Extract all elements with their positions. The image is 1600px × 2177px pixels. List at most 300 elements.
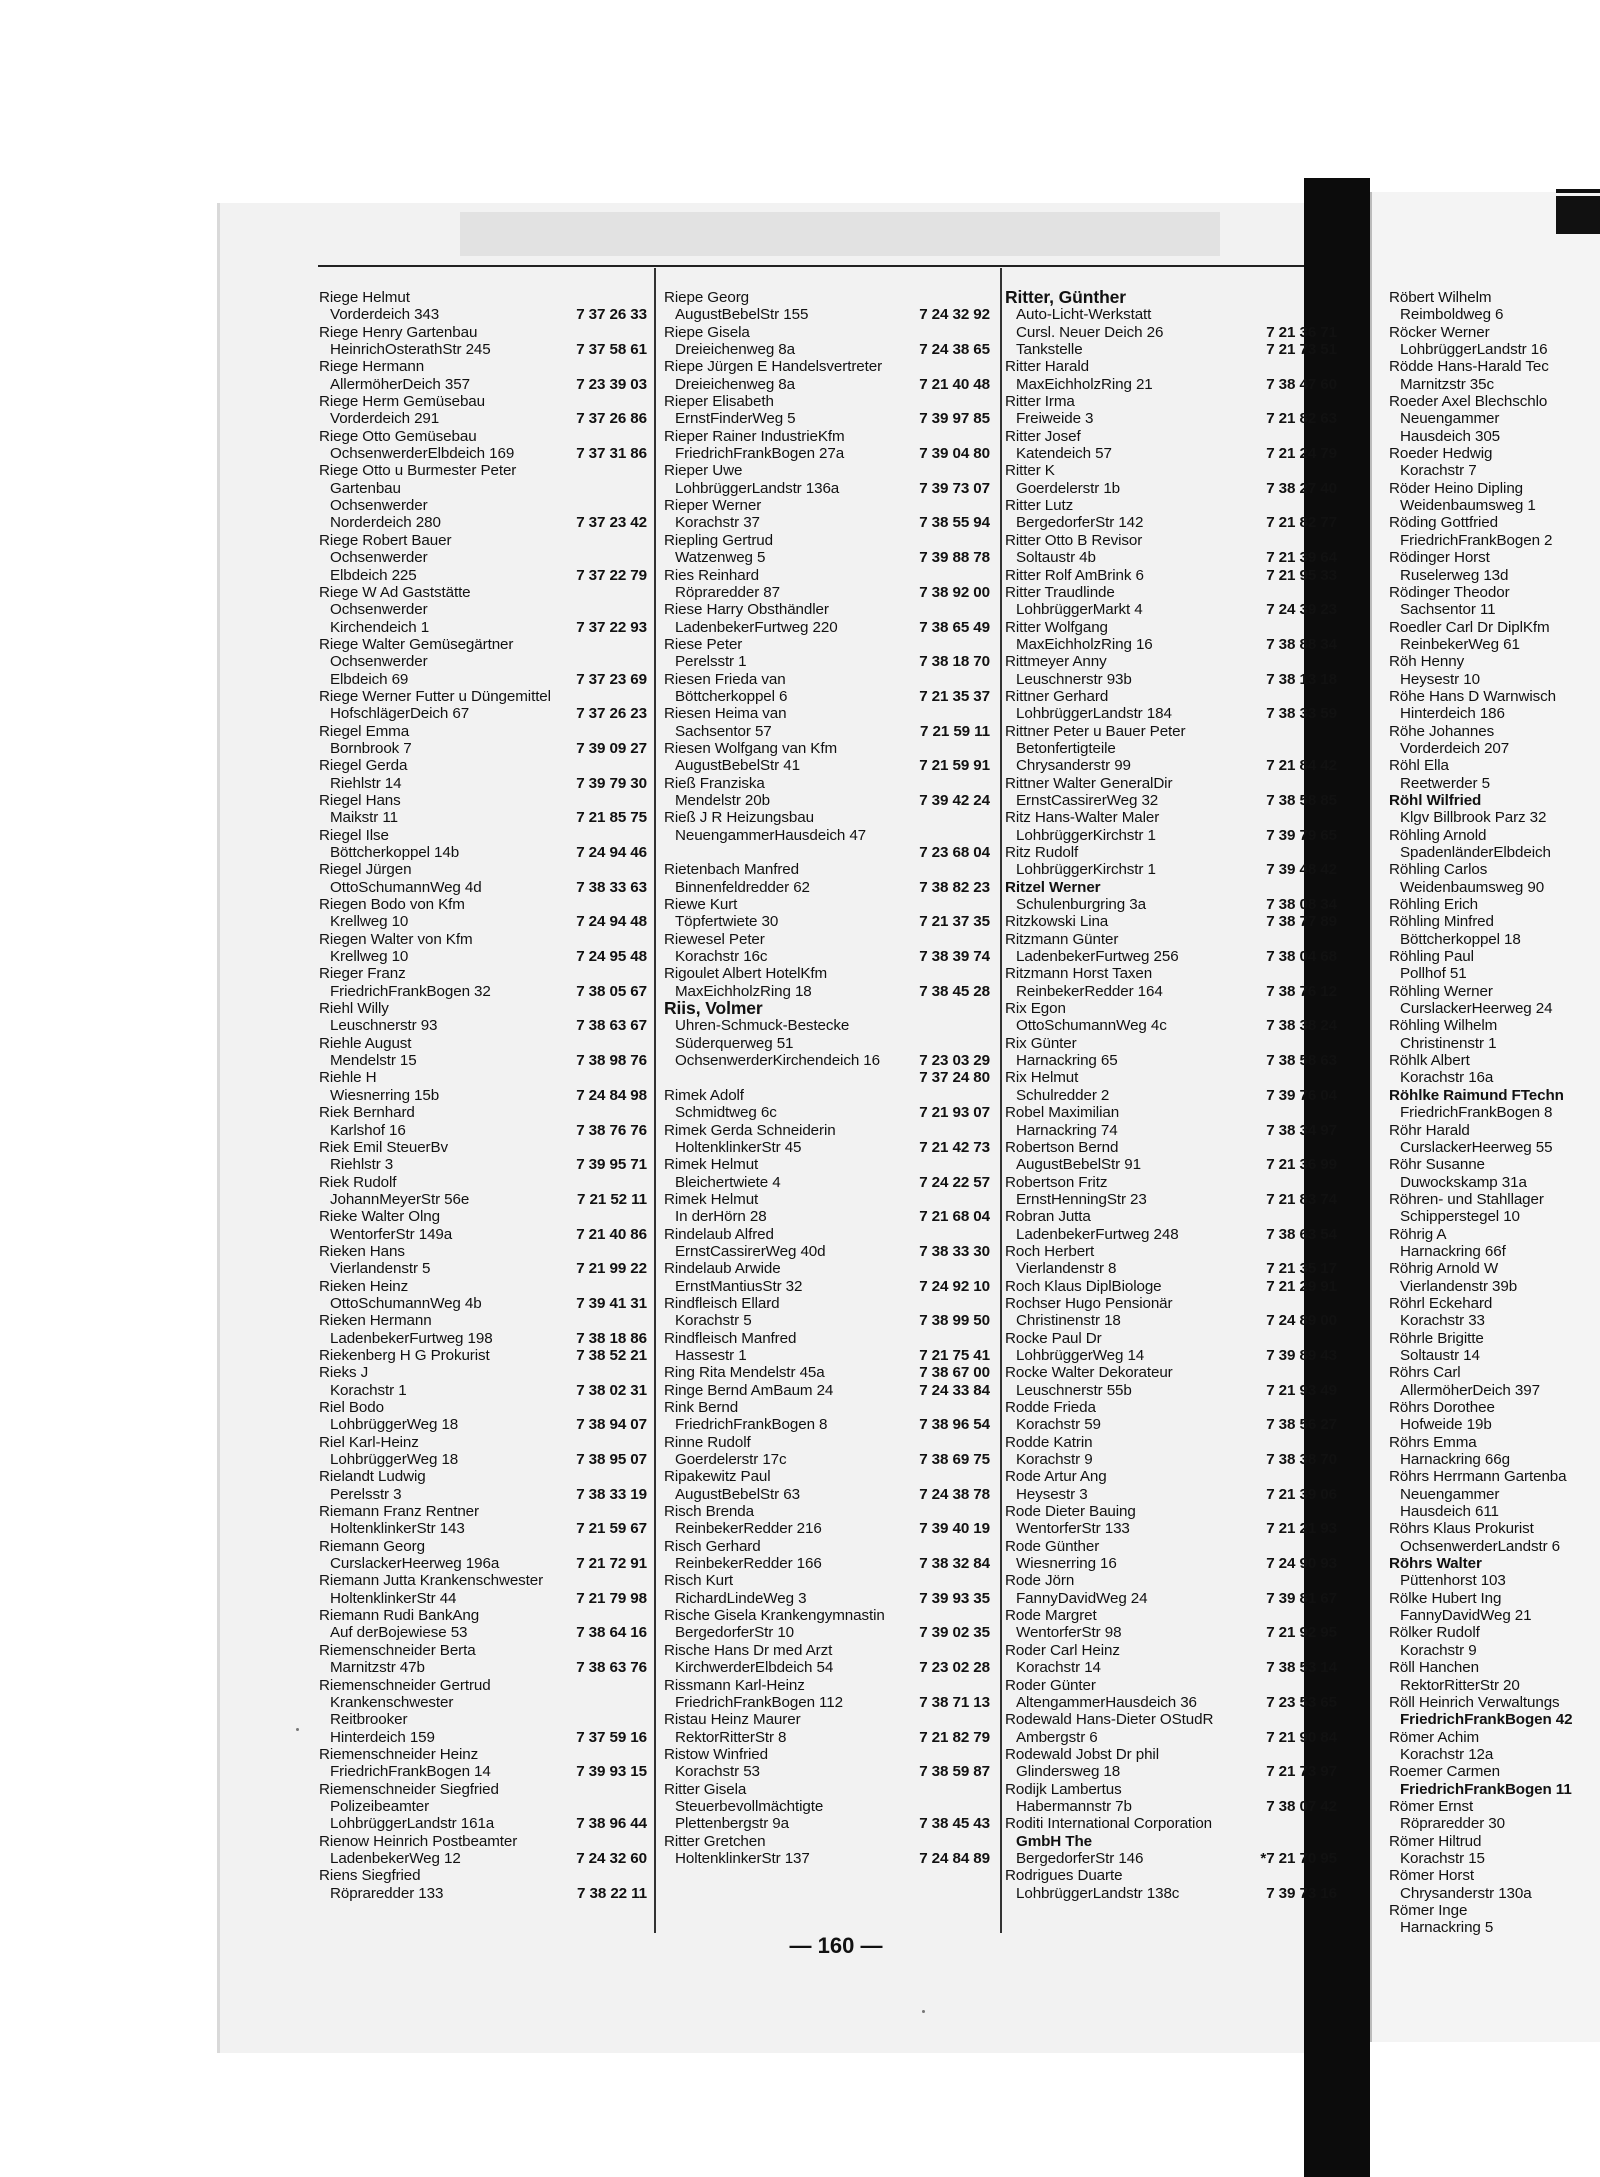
phone-number: 7 21 82 63 bbox=[1266, 410, 1337, 428]
speck bbox=[296, 1728, 299, 1731]
listing-entry bbox=[664, 1087, 990, 1122]
listing-detail: Sachsentor 11 bbox=[1400, 601, 1496, 619]
listing-name: Rigoulet Albert HotelKfm bbox=[664, 965, 828, 983]
listing-name: Riek Emil SteuerBv bbox=[319, 1138, 449, 1156]
listing-name: Röhling Erich bbox=[1389, 896, 1479, 914]
listing-name: Röhr Harald bbox=[1389, 1121, 1470, 1139]
right-page-header-bar bbox=[1556, 189, 1600, 193]
listing-name: Röhrl Eckehard bbox=[1389, 1294, 1493, 1312]
phone-number: 7 37 23 69 bbox=[576, 670, 647, 688]
listing-entry bbox=[664, 1781, 990, 1833]
listing-detail: HeinrichOsterathStr 245 bbox=[330, 341, 491, 359]
listing-detail: Krankenschwester bbox=[330, 1693, 454, 1711]
phone-number: 7 24 32 92 bbox=[919, 306, 990, 324]
listing-detail: Auf derBojewiese 53 bbox=[330, 1624, 468, 1642]
listing-entry bbox=[1005, 1364, 1337, 1399]
phone-number: 7 21 68 04 bbox=[919, 1208, 990, 1226]
phone-number: 7 38 05 67 bbox=[576, 982, 647, 1000]
phone-number: 7 38 33 59 bbox=[1266, 705, 1337, 723]
listing-name: Ritter Gretchen bbox=[664, 1832, 766, 1850]
phone-number: 7 37 26 33 bbox=[576, 306, 647, 324]
listing-detail: HoltenklinkerStr 143 bbox=[330, 1520, 465, 1538]
listing-entry bbox=[1005, 1538, 1337, 1573]
listing-name: Riekenberg H G Prokurist bbox=[319, 1346, 490, 1364]
listing-detail: Cursl. Neuer Deich 26 bbox=[1016, 323, 1164, 341]
listing-entry bbox=[1005, 462, 1337, 497]
listing-name: Röhrig A bbox=[1389, 1225, 1447, 1243]
phone-number: 7 21 40 48 bbox=[919, 375, 990, 393]
listing-entry bbox=[319, 1278, 647, 1313]
listing-detail: Schipperstegel 10 bbox=[1400, 1208, 1520, 1226]
listing-detail: Wiesnerring 15b bbox=[330, 1086, 440, 1104]
listing-detail: OchsenwerderLandstr 6 bbox=[1400, 1537, 1560, 1555]
listing-name: Ritzmann Günter bbox=[1005, 930, 1119, 948]
listing-detail: Hinterdeich 186 bbox=[1400, 705, 1505, 723]
listing-detail: LadenbekerFurtweg 256 bbox=[1016, 948, 1179, 966]
listing-name: Rocke Walter Dekorateur bbox=[1005, 1364, 1173, 1382]
listing-name: Rodijk Lambertus bbox=[1005, 1780, 1122, 1798]
listing-name: Rindfleisch Manfred bbox=[664, 1329, 797, 1347]
phone-number: 7 38 47 60 bbox=[1266, 375, 1337, 393]
listing-name: Rieper Werner bbox=[664, 497, 762, 515]
listing-name: Riemann Franz Rentner bbox=[319, 1503, 479, 1521]
listing-name: Roedler Carl Dr DiplKfm bbox=[1389, 618, 1550, 636]
listing-detail: OchsenwerderKirchendeich 16 bbox=[675, 1052, 880, 1070]
listing-detail: Korachstr 53 bbox=[675, 1763, 760, 1781]
listing-detail: GmbH The bbox=[1016, 1832, 1092, 1850]
listing-detail: Schmidtweg 6c bbox=[675, 1104, 777, 1122]
phone-number: 7 38 77 89 bbox=[1266, 913, 1337, 931]
listing-name: Röhren- und Stahllager bbox=[1389, 1190, 1544, 1208]
listing-detail: Elbdeich 69 bbox=[330, 670, 409, 688]
listing-entry bbox=[319, 1642, 647, 1677]
listing-entry bbox=[1389, 393, 1600, 445]
listing-name: Röhrs Carl bbox=[1389, 1364, 1461, 1382]
listing-entry bbox=[1389, 983, 1600, 1018]
phone-number: 7 38 69 75 bbox=[919, 1451, 990, 1469]
listing-name: Riesen Wolfgang van Kfm bbox=[664, 739, 838, 757]
listing-entry bbox=[319, 965, 647, 1000]
listing-detail: KirchwerderElbdeich 54 bbox=[675, 1659, 834, 1677]
listing-detail: Weidenbaumsweg 1 bbox=[1400, 497, 1536, 515]
listing-detail: OttoSchumannWeg 4b bbox=[330, 1294, 482, 1312]
listing-entry bbox=[1389, 480, 1600, 515]
listing-name: Röhlk Albert bbox=[1389, 1052, 1470, 1070]
listing-detail: Perelsstr 3 bbox=[330, 1485, 402, 1503]
phone-number: 7 24 84 89 bbox=[919, 1849, 990, 1867]
listing-name: Röhrle Brigitte bbox=[1389, 1329, 1484, 1347]
listing-name: Röhl Ella bbox=[1389, 757, 1449, 775]
listing-entry bbox=[664, 1000, 990, 1087]
listing-name: Riese Harry Obsthändler bbox=[664, 601, 829, 619]
listing-entry bbox=[1389, 549, 1600, 584]
phone-number: 7 37 22 93 bbox=[576, 618, 647, 636]
listing-entry bbox=[1389, 896, 1600, 913]
listing-name: Riehle H bbox=[319, 1069, 377, 1087]
listing-name: Rimek Helmut bbox=[664, 1156, 759, 1174]
listing-detail: Uhren-Schmuck-Bestecke bbox=[675, 1017, 850, 1035]
listing-name: Römer Hiltrud bbox=[1389, 1832, 1482, 1850]
phone-number: 7 23 53 65 bbox=[1266, 1693, 1337, 1711]
listing-entry bbox=[319, 688, 647, 723]
listing-name: Ritter Wolfgang bbox=[1005, 618, 1108, 636]
listing-detail: Glindersweg 18 bbox=[1016, 1763, 1121, 1781]
listing-entry bbox=[1005, 1104, 1337, 1139]
listing-name: Ringe Bernd AmBaum 24 bbox=[664, 1381, 834, 1399]
page-number: — 160 — bbox=[789, 1933, 883, 1958]
listing-detail: Krellweg 10 bbox=[330, 948, 409, 966]
listing-name: Rinne Rudolf bbox=[664, 1433, 751, 1451]
phone-number: 7 38 33 63 bbox=[576, 878, 647, 896]
phone-number: 7 37 23 42 bbox=[576, 514, 647, 532]
listing-detail: Hausdeich 305 bbox=[1400, 427, 1501, 445]
listing-detail: CurslackerHeerweg 55 bbox=[1400, 1138, 1553, 1156]
listing-name: Rische Gisela Krankengymnastin bbox=[664, 1607, 885, 1625]
phone-number: 7 21 36 71 bbox=[1266, 323, 1337, 341]
listing-entry bbox=[664, 532, 990, 567]
listing-entry bbox=[1005, 1035, 1337, 1070]
right-page-header-block bbox=[1556, 196, 1600, 234]
listing-entry bbox=[319, 1104, 647, 1139]
listing-name: Ritter Rolf AmBrink 6 bbox=[1005, 566, 1144, 584]
listing-entry bbox=[319, 1399, 647, 1434]
listing-name: Röbert Wilhelm bbox=[1389, 289, 1492, 306]
listing-name: Rische Hans Dr med Arzt bbox=[664, 1641, 833, 1659]
listing-name: Riegel Hans bbox=[319, 791, 401, 809]
listing-name: Rode Margret bbox=[1005, 1607, 1097, 1625]
listing-name: Riewe Kurt bbox=[664, 896, 738, 914]
listing-detail: FriedrichFrankBogen 2 bbox=[1400, 531, 1553, 549]
listing-entry bbox=[1389, 1520, 1600, 1555]
listing-entry bbox=[664, 1642, 990, 1677]
listing-entry bbox=[1389, 861, 1600, 896]
listing-detail: Korachstr 37 bbox=[675, 514, 760, 532]
listing-name: Ritter Josef bbox=[1005, 427, 1081, 445]
listing-detail: Töpfertwiete 30 bbox=[675, 913, 779, 931]
speck bbox=[922, 2010, 925, 2013]
listing-detail: FriedrichFrankBogen 11 bbox=[1400, 1780, 1572, 1798]
listing-entry bbox=[319, 1243, 647, 1278]
phone-number: 7 21 39 06 bbox=[1266, 1485, 1337, 1503]
listing-detail: LohbrüggerWeg 18 bbox=[330, 1416, 459, 1434]
listing-entry bbox=[319, 1607, 647, 1642]
listing-entry bbox=[1389, 1260, 1600, 1295]
phone-number: 7 38 95 07 bbox=[576, 1451, 647, 1469]
listing-detail: HoltenklinkerStr 137 bbox=[675, 1849, 810, 1867]
listing-detail: Dreieichenweg 8a bbox=[675, 375, 795, 393]
phone-number: 7 21 93 07 bbox=[919, 1104, 990, 1122]
listing-detail: Wiesnerring 16 bbox=[1016, 1555, 1117, 1573]
listing-name-bold: Riis, Volmer bbox=[664, 998, 763, 1019]
listing-detail: MaxEichholzRing 18 bbox=[675, 982, 812, 1000]
phone-number: 7 37 26 86 bbox=[576, 410, 647, 428]
listing-name: Rödde Hans-Harald Tec bbox=[1389, 358, 1549, 376]
listing-detail: FriedrichFrankBogen 32 bbox=[330, 982, 491, 1000]
listing-detail: Ochsenwerder bbox=[330, 549, 428, 567]
listing-entry bbox=[664, 1260, 990, 1295]
listing-name: Riege W Ad Gaststätte bbox=[319, 583, 471, 601]
listing-entry bbox=[664, 601, 990, 636]
listing-entry bbox=[319, 1139, 647, 1174]
listing-detail: Vierlandenstr 5 bbox=[330, 1260, 431, 1278]
listing-entry bbox=[664, 1122, 990, 1157]
phone-number: 7 37 24 80 bbox=[919, 1069, 990, 1087]
listing-name: Riek Rudolf bbox=[319, 1173, 397, 1191]
phone-number: 7 38 56 27 bbox=[1266, 1416, 1337, 1434]
listing-column-4-cropped bbox=[1389, 289, 1600, 1937]
listing-name: Römer Horst bbox=[1389, 1867, 1474, 1885]
listing-entry bbox=[1389, 619, 1600, 654]
listing-detail: Duwockskamp 31a bbox=[1400, 1173, 1527, 1191]
listing-entry bbox=[664, 740, 990, 775]
listing-name: Riegen Bodo von Kfm bbox=[319, 896, 465, 914]
listing-name: Riepe Georg bbox=[664, 289, 750, 306]
listing-detail: HofschlägerDeich 67 bbox=[330, 705, 470, 723]
listing-detail: ErnstCassirerWeg 40d bbox=[675, 1242, 826, 1260]
listing-detail: LadenbekerFurtweg 198 bbox=[330, 1329, 493, 1347]
listing-name: Riemann Georg bbox=[319, 1537, 425, 1555]
listing-detail: Vierlandenstr 8 bbox=[1016, 1260, 1117, 1278]
listing-detail: Röpraredder 30 bbox=[1400, 1815, 1505, 1833]
phone-number: 7 37 31 86 bbox=[576, 445, 647, 463]
listing-entry bbox=[664, 497, 990, 532]
listing-entry bbox=[1389, 1659, 1600, 1694]
listing-entry bbox=[1005, 1000, 1337, 1035]
phone-number: 7 39 40 19 bbox=[919, 1520, 990, 1538]
listing-detail: Gartenbau bbox=[330, 479, 401, 497]
listing-detail: Leuschnerstr 93 bbox=[330, 1017, 438, 1035]
listing-name: Röhrs Herrmann Gartenba bbox=[1389, 1468, 1567, 1486]
listing-name: Rindelaub Alfred bbox=[664, 1225, 774, 1243]
listing-entry bbox=[664, 861, 990, 896]
listing-name: Röhl Wilfried bbox=[1389, 791, 1482, 809]
listing-name: Röding Gottfried bbox=[1389, 514, 1498, 532]
listing-entry bbox=[664, 1746, 990, 1781]
listing-entry bbox=[1005, 1503, 1337, 1538]
listing-column-2 bbox=[664, 289, 990, 1867]
listing-detail: Korachstr 16a bbox=[1400, 1069, 1494, 1087]
listing-name: Rieper Elisabeth bbox=[664, 393, 774, 411]
listing-detail: Leuschnerstr 55b bbox=[1016, 1381, 1132, 1399]
listing-detail: Ochsenwerder bbox=[330, 497, 428, 515]
listing-name: Rienow Heinrich Postbeamter bbox=[319, 1832, 518, 1850]
listing-name: Röhe Hans D Warnwisch bbox=[1389, 687, 1556, 705]
listing-name: Riehl Willy bbox=[319, 1000, 389, 1018]
listing-entry bbox=[1389, 514, 1600, 549]
listing-entry bbox=[1005, 1243, 1337, 1278]
phone-number: 7 37 59 16 bbox=[576, 1728, 647, 1746]
listing-name: Röll Heinrich Verwaltungs bbox=[1389, 1693, 1560, 1711]
phone-number: 7 38 94 07 bbox=[576, 1416, 647, 1434]
listing-entry bbox=[1005, 393, 1337, 428]
faded-header-band bbox=[460, 212, 1220, 256]
phone-number: 7 21 40 86 bbox=[576, 1225, 647, 1243]
listing-name: Rode Jörn bbox=[1005, 1572, 1075, 1590]
listing-name: Ring Rita Mendelstr 45a bbox=[664, 1364, 825, 1382]
listing-name: Rieper Rainer IndustrieKfm bbox=[664, 427, 845, 445]
listing-name: Riens Siegfried bbox=[319, 1867, 421, 1885]
listing-detail: CurslackerHeerweg 24 bbox=[1400, 1000, 1553, 1018]
listing-name: Rieß J R Heizungsbau bbox=[664, 809, 814, 827]
listing-entry bbox=[1005, 1295, 1337, 1330]
listing-detail: WentorferStr 149a bbox=[330, 1225, 453, 1243]
phone-number: 7 21 85 75 bbox=[576, 809, 647, 827]
listing-entry bbox=[664, 931, 990, 966]
listing-detail: Heysestr 3 bbox=[1016, 1485, 1088, 1503]
listing-detail: Mendelstr 20b bbox=[675, 791, 770, 809]
listing-name: Röhrig Arnold W bbox=[1389, 1260, 1499, 1278]
listing-detail: ErnstFinderWeg 5 bbox=[675, 410, 796, 428]
listing-name: Riesen Frieda van bbox=[664, 670, 786, 688]
phone-number: 7 24 38 65 bbox=[919, 341, 990, 359]
listing-name: Riemann Rudi BankAng bbox=[319, 1607, 480, 1625]
listing-detail: Sachsentor 57 bbox=[675, 722, 772, 740]
listing-detail: Perelsstr 1 bbox=[675, 653, 747, 671]
listing-entry bbox=[664, 567, 990, 602]
listing-entry bbox=[1005, 1642, 1337, 1677]
listing-detail: HoltenklinkerStr 45 bbox=[675, 1138, 802, 1156]
listing-entry bbox=[1005, 1208, 1337, 1243]
listing-detail: Röpraredder 87 bbox=[675, 583, 780, 601]
phone-number: 7 37 58 61 bbox=[576, 341, 647, 359]
listing-name: Rink Bernd bbox=[664, 1399, 739, 1416]
phone-number: 7 38 96 54 bbox=[919, 1416, 990, 1434]
listing-detail: Riehlstr 3 bbox=[330, 1156, 394, 1174]
listing-name: Rindfleisch Ellard bbox=[664, 1294, 780, 1312]
listing-name: Ritter Harald bbox=[1005, 358, 1089, 376]
listing-name: Riewesel Peter bbox=[664, 930, 765, 948]
listing-name: Rittmeyer Anny bbox=[1005, 653, 1107, 671]
listing-entry bbox=[319, 584, 647, 636]
listing-detail: ReinbekerWeg 61 bbox=[1400, 635, 1520, 653]
listing-entry bbox=[664, 965, 990, 1000]
listing-detail: Schulredder 2 bbox=[1016, 1086, 1110, 1104]
listing-detail: Vorderdeich 343 bbox=[330, 306, 440, 324]
listing-name: Röder Heino Dipling bbox=[1389, 479, 1524, 497]
phone-number: 7 37 26 23 bbox=[576, 705, 647, 723]
listing-entry bbox=[1389, 1156, 1600, 1191]
listing-entry bbox=[319, 1208, 647, 1243]
listing-name: Rimek Helmut bbox=[664, 1190, 759, 1208]
listing-entry bbox=[1005, 809, 1337, 844]
listing-name: Ritz Hans-Walter Maler bbox=[1005, 809, 1160, 827]
listing-detail: Freiweide 3 bbox=[1016, 410, 1094, 428]
listing-column-3 bbox=[1005, 289, 1337, 1902]
listing-entry bbox=[1005, 931, 1337, 966]
listing-detail: WentorferStr 133 bbox=[1016, 1520, 1130, 1538]
listing-entry bbox=[664, 1711, 990, 1746]
listing-detail: Vorderdeich 291 bbox=[330, 410, 440, 428]
listing-name: Riemenschneider Gertrud bbox=[319, 1676, 491, 1694]
listing-entry bbox=[664, 1468, 990, 1503]
listing-entry bbox=[319, 462, 647, 531]
listing-entry bbox=[319, 757, 647, 792]
phone-number: 7 38 33 19 bbox=[576, 1485, 647, 1503]
listing-detail: Schulenburgring 3a bbox=[1016, 896, 1146, 914]
listing-detail: Polizeibeamter bbox=[330, 1797, 430, 1815]
listing-name: Riege Herm Gemüsebau bbox=[319, 393, 485, 411]
listing-entry bbox=[319, 1781, 647, 1833]
phone-number: 7 23 03 29 bbox=[919, 1052, 990, 1070]
phone-number: 7 38 65 49 bbox=[919, 618, 990, 636]
listing-name: Riege Otto u Burmester Peter bbox=[319, 462, 517, 480]
phone-number: 7 21 82 77 bbox=[1266, 514, 1337, 532]
listing-detail: Böttcherkoppel 14b bbox=[330, 844, 460, 861]
listing-entry bbox=[1005, 965, 1337, 1000]
listing-entry bbox=[1389, 1330, 1600, 1365]
phone-number: 7 21 90 84 bbox=[1266, 1728, 1337, 1746]
listing-entry bbox=[1005, 1330, 1337, 1365]
listing-detail: FriedrichFrankBogen 27a bbox=[675, 445, 845, 463]
listing-entry bbox=[1005, 913, 1337, 930]
listing-entry bbox=[1005, 1607, 1337, 1642]
listing-name: Rieger Franz bbox=[319, 965, 406, 983]
listing-entry bbox=[1389, 358, 1600, 393]
listing-name: Ritter K bbox=[1005, 462, 1055, 480]
listing-detail: Riehlstr 14 bbox=[330, 774, 402, 792]
listing-name: Riegel Gerda bbox=[319, 757, 408, 775]
listing-detail: Korachstr 12a bbox=[1400, 1745, 1494, 1763]
listing-detail: Bleichertwiete 4 bbox=[675, 1173, 781, 1191]
listing-name-bold: Ritter, Günther bbox=[1005, 287, 1127, 307]
phone-number: 7 39 88 78 bbox=[919, 549, 990, 567]
listing-entry bbox=[1389, 289, 1600, 324]
phone-number: 7 38 58 63 bbox=[1266, 1052, 1337, 1070]
listing-detail: Weidenbaumsweg 90 bbox=[1400, 878, 1545, 896]
listing-name: Riegel Jürgen bbox=[319, 861, 412, 879]
listing-detail: RichardLindeWeg 3 bbox=[675, 1589, 807, 1607]
listing-entry bbox=[1389, 1226, 1600, 1261]
listing-name: Riegen Walter von Kfm bbox=[319, 930, 473, 948]
listing-detail: Korachstr 5 bbox=[675, 1312, 752, 1330]
listing-detail: Tankstelle bbox=[1016, 341, 1083, 359]
listing-detail: ReinbekerRedder 216 bbox=[675, 1520, 822, 1538]
listing-name: Röhling Werner bbox=[1389, 982, 1493, 1000]
listing-entry bbox=[664, 289, 990, 324]
listing-detail: Karlshof 16 bbox=[330, 1121, 406, 1139]
phone-number: 7 38 98 76 bbox=[576, 1052, 647, 1070]
listing-detail: RektorRitterStr 20 bbox=[1400, 1676, 1520, 1694]
listing-entry bbox=[1005, 1867, 1337, 1902]
listing-entry bbox=[664, 671, 990, 706]
binding-gap bbox=[1304, 0, 1370, 178]
phone-number: 7 21 82 79 bbox=[919, 1728, 990, 1746]
listing-entry bbox=[1389, 913, 1600, 948]
listing-name: Rissmann Karl-Heinz bbox=[664, 1676, 805, 1694]
phone-number: 7 38 63 54 bbox=[1266, 1225, 1337, 1243]
listing-name: Ritzmann Horst Taxen bbox=[1005, 965, 1153, 983]
listing-entry bbox=[319, 1677, 647, 1746]
listing-entry bbox=[664, 1677, 990, 1712]
listing-detail: FriedrichFrankBogen 42 bbox=[1400, 1711, 1573, 1729]
listing-entry bbox=[319, 1347, 647, 1364]
listing-name: Röcker Werner bbox=[1389, 323, 1490, 341]
listing-entry bbox=[319, 1503, 647, 1538]
listing-detail: Dreieichenweg 8a bbox=[675, 341, 795, 359]
listing-detail: Goerdelerstr 17c bbox=[675, 1451, 787, 1469]
listing-entry bbox=[664, 809, 990, 861]
listing-detail: Vierlandenstr 39b bbox=[1400, 1277, 1518, 1295]
listing-detail: Korachstr 16c bbox=[675, 948, 768, 966]
listing-detail: Christinenstr 18 bbox=[1016, 1312, 1121, 1330]
listing-detail: HoltenklinkerStr 44 bbox=[330, 1589, 457, 1607]
phone-number: 7 21 59 67 bbox=[576, 1520, 647, 1538]
phone-number: 7 38 45 43 bbox=[919, 1815, 990, 1833]
listing-detail: Betonfertigteile bbox=[1016, 739, 1116, 757]
listing-name: Risch Brenda bbox=[664, 1503, 754, 1521]
listing-name: Rodde Frieda bbox=[1005, 1399, 1096, 1416]
listing-entry bbox=[1389, 1729, 1600, 1764]
